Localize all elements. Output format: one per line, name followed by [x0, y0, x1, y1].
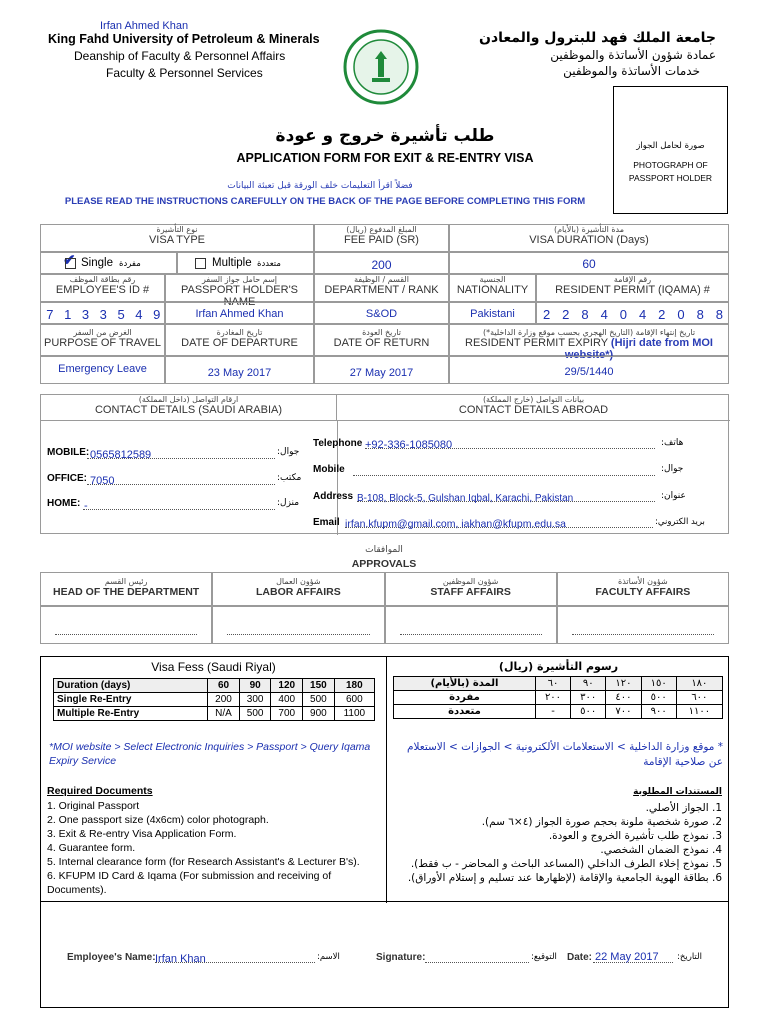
- multiple-label: Multiple: [212, 257, 252, 269]
- photo-label-ar: صورة لحامل الجواز: [636, 141, 705, 151]
- info-box: [40, 656, 729, 902]
- expiry-value[interactable]: 29/5/1440: [449, 356, 729, 384]
- approval-header: [557, 572, 729, 606]
- digit: 8: [696, 307, 704, 322]
- iqama-field[interactable]: [536, 302, 729, 324]
- digit: 3: [99, 307, 107, 322]
- required-docs-title: Required Documents: [47, 785, 153, 797]
- single-option[interactable]: [40, 252, 177, 274]
- purpose-header: الغرض من السفر PURPOSE OF TRAVEL: [40, 324, 165, 356]
- digit: 2: [542, 307, 551, 322]
- moi-instructions-ar: * موقع وزارة الداخلية > الاستعلامات الألكترونية > الجوازات > الاستعلام عن صلاحية الإقامة: [407, 741, 723, 768]
- single-checkmark: ✔: [63, 252, 76, 269]
- document-item: 1. Original Passport: [47, 800, 140, 812]
- approval-header-ar: شؤون العمال: [276, 577, 321, 586]
- mobile-field[interactable]: 0565812589: [87, 445, 275, 459]
- digit: 2: [562, 307, 570, 322]
- handwritten-name: Irfan Ahmed Khan: [100, 20, 189, 32]
- instruction: PLEASE READ THE INSTRUCTIONS CAREFULLY ON THE BACK OF THE PAGE BEFORE COMPLETING THIS FORM: [64, 196, 586, 207]
- form-title: APPLICATION FORM FOR EXIT & RE-ENTRY VISA: [236, 151, 534, 165]
- fee-cell: ٩٠: [571, 677, 606, 691]
- approval-header-label: STAFF AFFAIRS: [430, 586, 511, 598]
- telephone-label: Telephone: [313, 438, 363, 449]
- fee-cell: ٣٠٠: [571, 691, 606, 705]
- fee-cell: 120: [271, 679, 303, 693]
- approval-signature-line: [55, 634, 197, 635]
- mobile-abroad-label-ar: جوال:: [661, 464, 684, 474]
- telephone-field[interactable]: +92-336-1085080: [365, 435, 655, 449]
- fees-title-ar: رسوم التأشيرة (ريال): [498, 660, 619, 673]
- fee-cell: 400: [271, 693, 303, 707]
- main-form-grid: [40, 224, 729, 384]
- digit: 4: [600, 307, 608, 322]
- department-header: القسم / الوظيفة DEPARTMENT / RANK: [314, 274, 449, 302]
- fee-cell: 180: [334, 679, 374, 693]
- address-label-ar: عنوان:: [661, 491, 686, 501]
- passport-photo-box: [613, 86, 728, 214]
- digit: 0: [619, 307, 627, 322]
- employee-id-header: رقم بطاقة الموظف EMPLOYEE'S ID #: [40, 274, 165, 302]
- fee-cell: 500: [239, 707, 271, 721]
- approval-signature-line: [572, 634, 714, 635]
- mobile-abroad-label: Mobile: [313, 464, 345, 475]
- fee-cell: 1100: [334, 707, 374, 721]
- fee-cell: ٦٠٠: [676, 691, 722, 705]
- fee-cell: مفردة: [394, 691, 536, 705]
- approvals-grid: [40, 572, 729, 644]
- digit: 4: [638, 307, 647, 322]
- fee-cell: 200: [208, 693, 240, 707]
- digit: 8: [581, 307, 589, 322]
- signature-box: [40, 902, 729, 1008]
- document-item: 2. صورة شخصية ملونة بحجم صورة الجواز (٤×٦ سم).: [481, 816, 722, 828]
- single-label-ar: مفردة: [119, 259, 141, 269]
- fee-value[interactable]: 200: [314, 252, 449, 274]
- fee-cell: ١٢٠: [606, 677, 641, 691]
- mobile-label-ar: جوال:: [277, 447, 300, 457]
- office-label: OFFICE:: [47, 473, 87, 484]
- date-label: Date:: [567, 952, 593, 963]
- email-label: Email: [313, 517, 340, 528]
- office-label-ar: مكتب:: [277, 473, 302, 483]
- fee-cell: -: [535, 705, 570, 719]
- digit: 4: [135, 307, 143, 322]
- employee-name-label: Employee's Name:: [67, 952, 156, 963]
- digit: 0: [677, 307, 685, 322]
- employee-name-field[interactable]: Irfan Khan: [155, 949, 315, 963]
- university-name: King Fahd University of Petroleum & Minerals: [48, 32, 320, 46]
- digit: 5: [117, 307, 125, 322]
- fee-cell: ٧٠٠: [606, 705, 641, 719]
- document-item: 5. نموذج إخلاء الطرف الداخلي (المساعد الباحث و المحاضر - ب فقط).: [410, 858, 722, 870]
- fees-table-ar: [393, 676, 723, 719]
- approval-signature-cell[interactable]: [212, 606, 384, 644]
- digit: 1: [64, 307, 72, 322]
- home-field[interactable]: -: [83, 496, 275, 510]
- departure-value[interactable]: 23 May 2017: [165, 356, 314, 384]
- approval-header: [212, 572, 384, 606]
- document-item: 4. Guarantee form.: [47, 842, 136, 854]
- contact-abroad-header: بيانات التواصل (خارج المملكة) CONTACT DETAILS ABROAD: [337, 395, 730, 421]
- home-label-ar: منزل:: [277, 498, 300, 508]
- university-name-ar: جامعة الملك فهد للبترول والمعادن: [479, 30, 716, 46]
- approvals-title: APPROVALS: [351, 558, 417, 570]
- approval-header-label: LABOR AFFAIRS: [255, 586, 341, 598]
- deanship-name: Deanship of Faculty & Personnel Affairs: [74, 49, 286, 63]
- date-field[interactable]: 22 May 2017: [593, 947, 673, 963]
- fee-cell: 600: [334, 693, 374, 707]
- fee-cell: 150: [303, 679, 335, 693]
- nationality-header: الجنسية NATIONALITY: [449, 274, 536, 302]
- university-logo: [343, 29, 419, 105]
- return-header: تاريخ العودة DATE OF RETURN: [314, 324, 449, 356]
- services-name: Faculty & Personnel Services: [106, 66, 263, 80]
- photo-label: PHOTOGRAPH OF PASSPORT HOLDER: [628, 160, 713, 183]
- signature-label-ar: التوقيع:: [531, 952, 557, 962]
- fee-cell: N/A: [208, 707, 240, 721]
- fee-cell: 60: [208, 679, 240, 693]
- fee-cell: ٤٠٠: [606, 691, 641, 705]
- fee-cell: 900: [303, 707, 335, 721]
- multiple-option[interactable]: [177, 252, 314, 274]
- approval-signature-line: [400, 634, 542, 635]
- required-docs-list-ar: [390, 801, 722, 885]
- document-item: 1. الجواز الأصلي.: [645, 802, 722, 814]
- document-item: 2. One passport size (4x6cm) color photograph.: [47, 814, 269, 826]
- multiple-checkbox[interactable]: [195, 258, 206, 269]
- iqama-header: رقم الإقامة RESIDENT PERMIT (IQAMA) #: [536, 274, 729, 302]
- fees-title: Visa Fess (Saudi Riyal): [151, 660, 276, 674]
- department-value[interactable]: S&OD: [314, 302, 449, 324]
- digit: 7: [46, 307, 54, 322]
- approval-signature-line: [227, 634, 369, 635]
- departure-header: تاريخ المغادرة DATE OF DEPARTURE: [165, 324, 314, 356]
- required-docs-title-ar: المستندات المطلوبة: [633, 787, 722, 797]
- multiple-label-ar: متعددة: [257, 259, 281, 269]
- approval-header-ar: شؤون الموظفين: [442, 577, 499, 586]
- services-name-ar: خدمات الأساتذة والموظفين: [563, 64, 700, 78]
- approvals-title-ar: الموافقات: [365, 545, 403, 555]
- digit: 9: [153, 307, 161, 322]
- passport-name-header: إسم حامل جواز السفر PASSPORT HOLDER'S NAME: [165, 274, 314, 302]
- fee-cell: 500: [303, 693, 335, 707]
- contact-section: [40, 394, 729, 534]
- document-item: 6. KFUPM ID Card & Iqama (For submission and receiving of Documents).: [47, 870, 332, 896]
- address-field[interactable]: B-108, Block-5, Gulshan Iqbal, Karachi, Pakistan: [357, 488, 655, 502]
- required-docs-list: [47, 799, 379, 897]
- approval-header: [40, 572, 212, 606]
- passport-name-value[interactable]: Irfan Ahmed Khan: [165, 302, 314, 324]
- employee-name-label-ar: الاسم:: [317, 952, 340, 962]
- approval-signature-cell[interactable]: [557, 606, 729, 644]
- fee-header: المبلغ المدفوع (ريال) FEE PAID (SR): [314, 224, 449, 252]
- instruction-ar: فضلاً اقرأ التعليمات خلف الورقة قبل تعبئة البيانات: [227, 181, 413, 191]
- fee-cell: 300: [239, 693, 271, 707]
- digit: 8: [715, 307, 723, 322]
- email-field[interactable]: irfan.kfupm@gmail.com, iakhan@kfupm.edu.sa: [345, 514, 653, 528]
- deanship-name-ar: عمادة شؤون الأساتذة والموظفين: [550, 48, 716, 62]
- nationality-value[interactable]: Pakistani: [449, 302, 536, 324]
- signature-label: Signature:: [376, 952, 426, 963]
- fee-cell: ١١٠٠: [676, 705, 722, 719]
- single-checkbox[interactable]: [65, 258, 76, 269]
- document-item: 6. بطاقة الهوية الجامعية والإقامة (لإظهارها عند تسليم و إستلام الأوراق).: [407, 872, 722, 884]
- document-item: 5. Internal clearance form (for Research Assistant's & Lecturer B's).: [47, 856, 360, 868]
- approval-header-label: FACULTY AFFAIRS: [595, 586, 691, 598]
- fee-cell: ٩٠٠: [641, 705, 676, 719]
- fee-cell: ٥٠٠: [571, 705, 606, 719]
- fee-cell: ١٨٠: [676, 677, 722, 691]
- signature-field[interactable]: [425, 949, 529, 963]
- visa-type-header: نوع التأشيرة VISA TYPE: [40, 224, 314, 252]
- date-label-ar: التاريخ:: [677, 952, 702, 962]
- document-item: 3. نموذج طلب تأشيرة الخروج و العودة.: [548, 830, 722, 842]
- fee-cell: ٦٠: [535, 677, 570, 691]
- return-value[interactable]: 27 May 2017: [314, 356, 449, 384]
- fees-table: [53, 678, 375, 721]
- expiry-header: تاريخ إنتهاء الإقامة (التاريخ الهجري بحسب موقع وزارة الداخلية*) RESIDENT PERMIT EXPIRY (Hijri date from MOI website*): [449, 324, 729, 356]
- mobile-label: MOBILE:: [47, 447, 90, 458]
- approval-header: [385, 572, 557, 606]
- telephone-label-ar: هاتف:: [661, 438, 684, 448]
- duration-value[interactable]: 60: [449, 252, 729, 274]
- digit: 3: [81, 307, 90, 322]
- fee-cell: 90: [239, 679, 271, 693]
- mobile-abroad-field[interactable]: [353, 462, 655, 476]
- digit: 2: [658, 307, 666, 322]
- fee-cell: متعددة: [394, 705, 536, 719]
- approval-header-label: HEAD OF THE DEPARTMENT: [53, 586, 200, 598]
- single-label: Single: [81, 257, 113, 269]
- duration-header: مدة التأشيرة (بالأيام) VISA DURATION (Days): [449, 224, 729, 252]
- email-label-ar: بريد الكتروني:: [655, 517, 705, 527]
- fee-cell: ٥٠٠: [641, 691, 676, 705]
- fee-cell: ١٥٠: [641, 677, 676, 691]
- form-title-ar: طلب تأشيرة خروج و عودة: [275, 126, 495, 146]
- fee-cell: Multiple Re-Entry: [54, 707, 208, 721]
- document-item: 4. نموذج الضمان الشخصي.: [600, 844, 722, 856]
- approval-signature-cell[interactable]: [385, 606, 557, 644]
- approval-header-ar: رئيس القسم: [104, 577, 148, 586]
- approval-header-ar: شؤون الأساتذة: [618, 577, 668, 586]
- fee-cell: 700: [271, 707, 303, 721]
- fee-cell: Single Re-Entry: [54, 693, 208, 707]
- moi-instructions: *MOI website > Select Electronic Inquiries > Passport > Query Iqama Expiry Service: [49, 741, 371, 767]
- fee-cell: المدة (بالأيام): [394, 677, 536, 691]
- fee-cell: Duration (days): [54, 679, 208, 693]
- document-item: 3. Exit & Re-entry Visa Application Form.: [47, 828, 237, 840]
- home-label: HOME:: [47, 498, 81, 509]
- employee-id-field[interactable]: [40, 302, 165, 324]
- purpose-value[interactable]: Emergency Leave: [40, 356, 165, 384]
- address-label: Address: [313, 491, 354, 502]
- office-field[interactable]: 7050: [87, 471, 275, 485]
- approval-signature-cell[interactable]: [40, 606, 212, 644]
- fee-cell: ٢٠٠: [535, 691, 570, 705]
- contact-saudi-header: ارقام التواصل (داخل المملكة) CONTACT DETAILS (SAUDI ARABIA): [41, 395, 337, 421]
- info-divider: [386, 657, 387, 903]
